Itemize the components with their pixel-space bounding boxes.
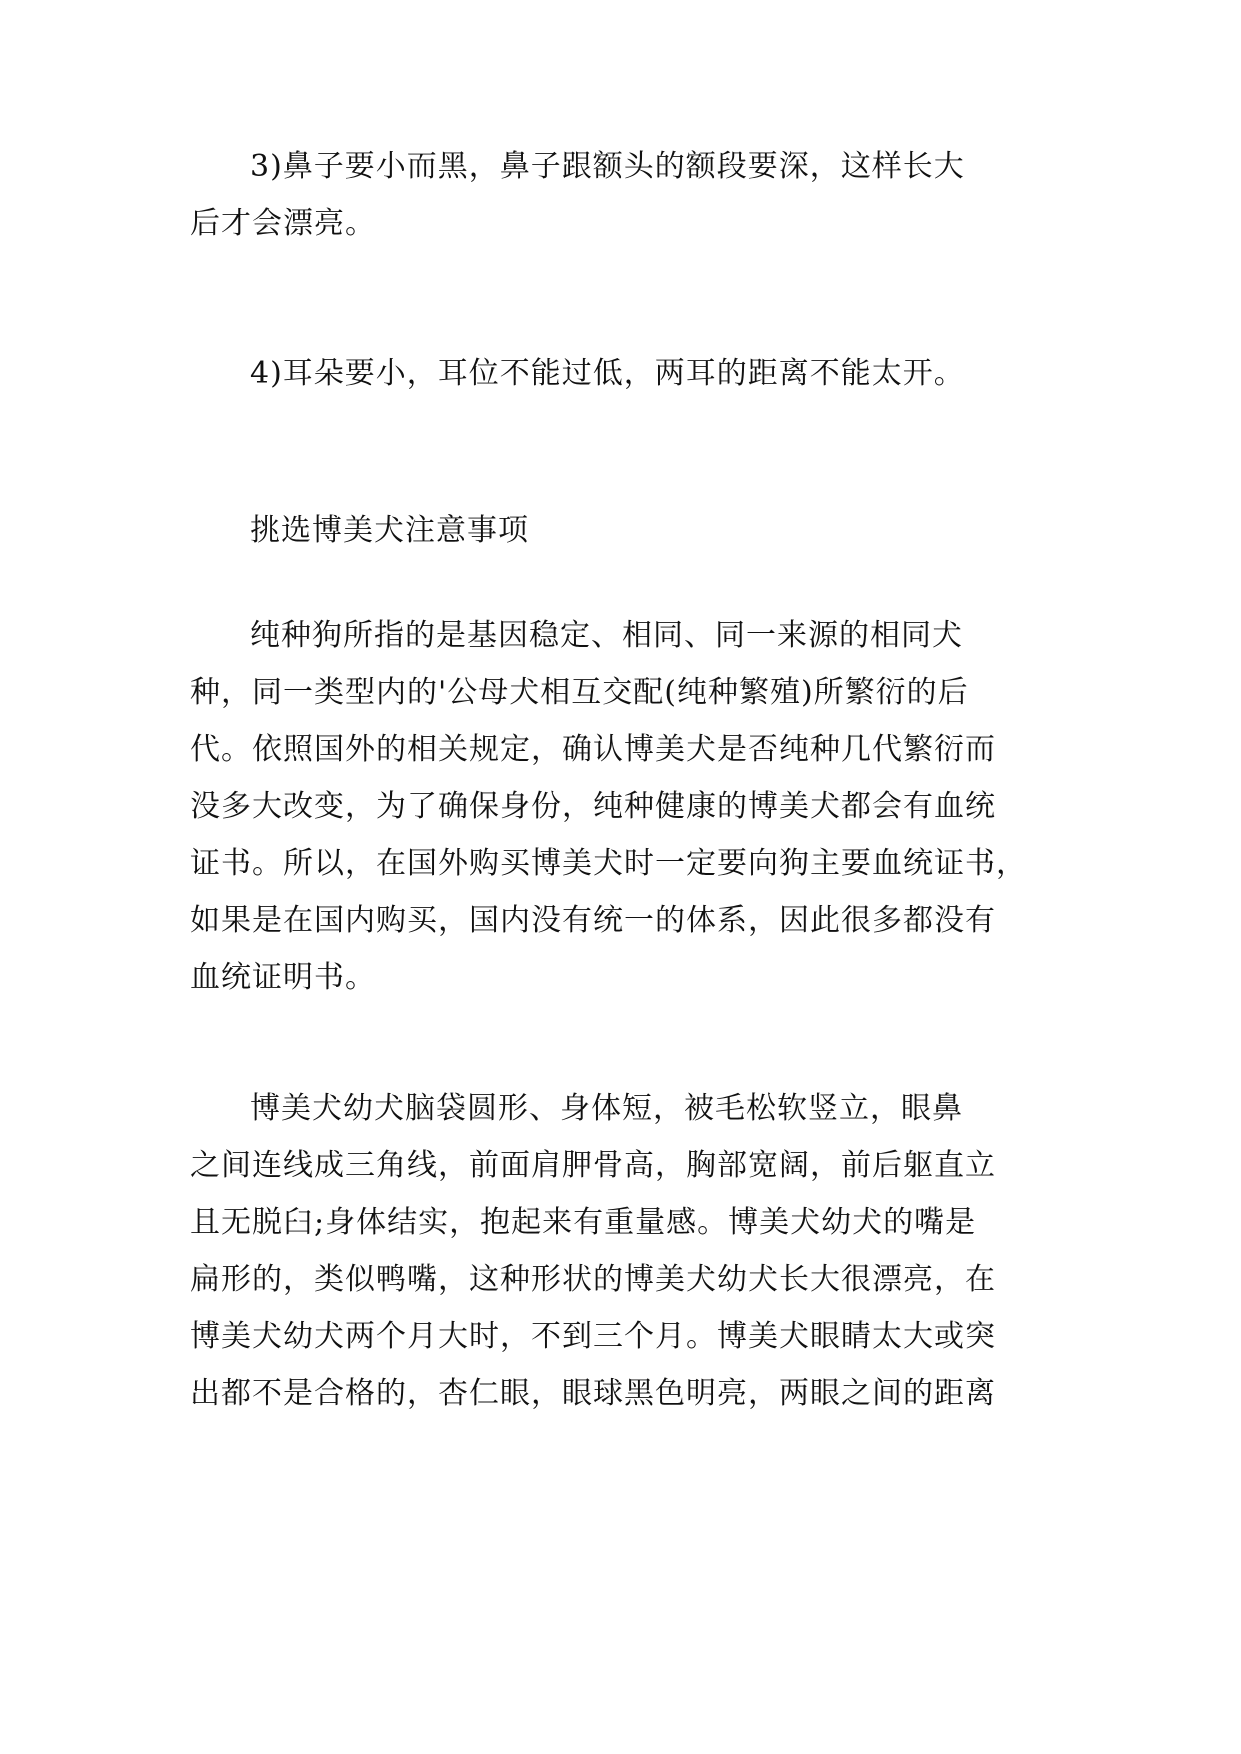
paragraph-nose	[190, 138, 1050, 252]
text-line: 血统证明书。	[190, 960, 376, 995]
text-line: 如果是在国内购买，国内没有统一的体系，因此很多都没有	[190, 903, 996, 938]
paragraph-purebred	[190, 607, 1050, 1006]
text-line: 4)耳朵要小，耳位不能过低，两耳的距离不能太开。	[250, 356, 965, 391]
text-line: 出都不是合格的，杏仁眼，眼球黑色明亮，两眼之间的距离	[190, 1376, 996, 1411]
paragraph-puppy	[190, 1080, 1050, 1422]
text-line: 证书。所以，在国外购买博美犬时一定要向狗主要血统证书，	[190, 846, 1027, 881]
text-line: 后才会漂亮。	[190, 206, 376, 241]
text-line: 之间连线成三角线，前面肩胛骨高，胸部宽阔，前后躯直立	[190, 1148, 996, 1183]
text-line: 代。依照国外的相关规定，确认博美犬是否纯种几代繁衍而	[190, 732, 996, 767]
text-line: 扁形的，类似鸭嘴，这种形状的博美犬幼犬长大很漂亮，在	[190, 1262, 996, 1297]
text-line: 且无脱臼;身体结实，抱起来有重量感。博美犬幼犬的嘴是	[190, 1205, 977, 1240]
section-heading	[190, 502, 1050, 559]
text-line: 博美犬幼犬两个月大时，不到三个月。博美犬眼睛太大或突	[190, 1319, 996, 1354]
paragraph-ears	[190, 345, 1050, 402]
text-line: 3)鼻子要小而黑，鼻子跟额头的额段要深，这样长大	[250, 149, 965, 184]
text-line: 博美犬幼犬脑袋圆形、身体短，被毛松软竖立，眼鼻	[250, 1091, 963, 1126]
heading-text: 挑选博美犬注意事项	[250, 513, 529, 548]
text-line: 纯种狗所指的是基因稳定、相同、同一来源的相同犬	[250, 618, 963, 653]
text-line: 种，同一类型内的'公母犬相互交配(纯种繁殖)所繁衍的后	[190, 675, 969, 710]
text-line: 没多大改变，为了确保身份，纯种健康的博美犬都会有血统	[190, 789, 996, 824]
